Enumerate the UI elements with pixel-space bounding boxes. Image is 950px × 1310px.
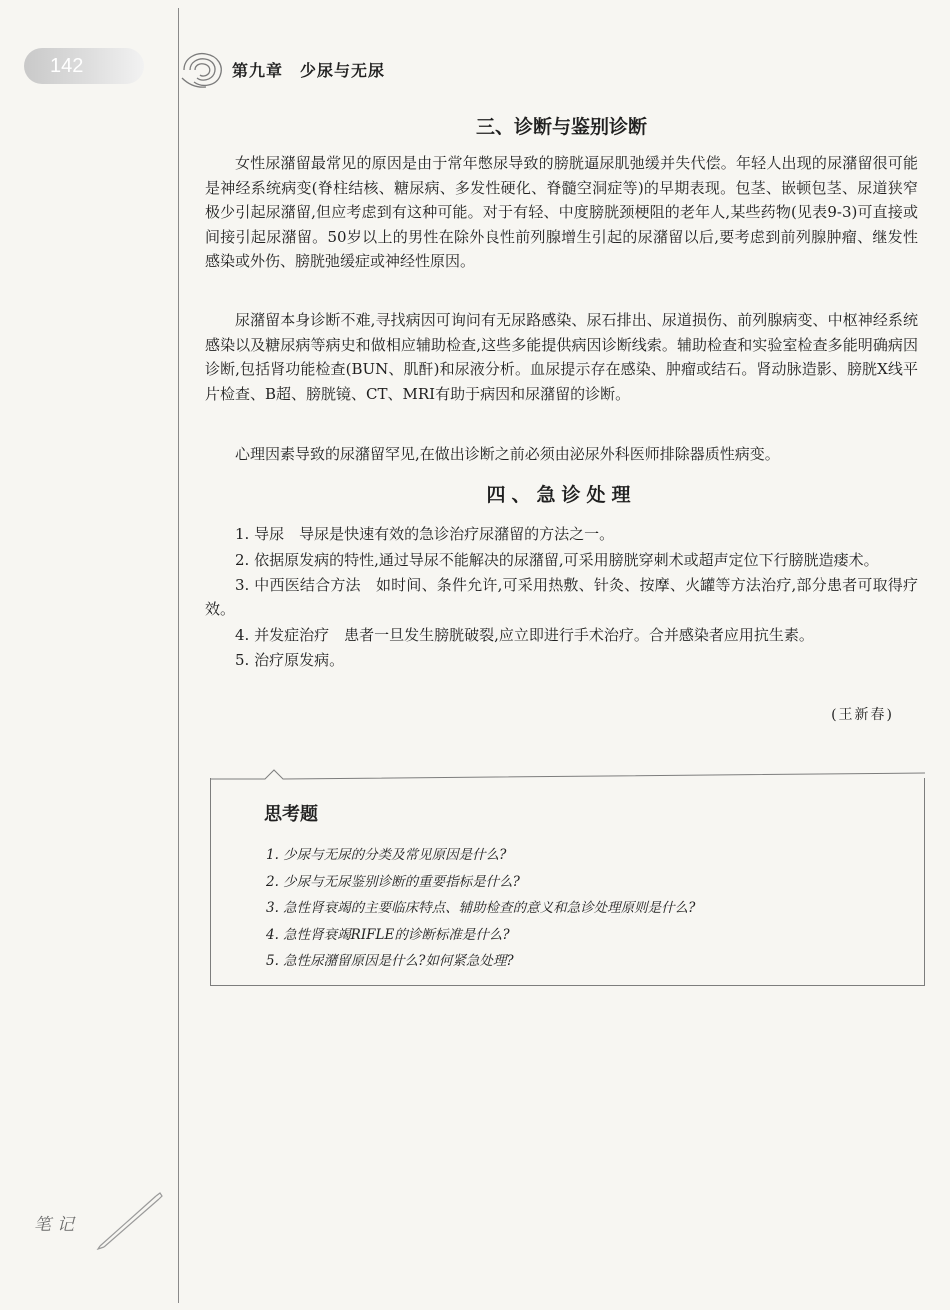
swirl-icon: [180, 48, 226, 92]
question-item-4: 4. 急性肾衰竭RIFLE的诊断标准是什么?: [266, 926, 510, 943]
emergency-item-1: 1. 导尿 导尿是快速有效的急诊治疗尿潴留的方法之一。: [235, 525, 615, 543]
chapter-title: 第九章 少尿与无尿: [232, 61, 386, 80]
question-item-1: 1. 少尿与无尿的分类及常见原因是什么?: [266, 847, 507, 863]
question-item-2: 2. 少尿与无尿鉴别诊断的重要指标是什么?: [266, 873, 520, 890]
notes-label: 笔记: [34, 1215, 80, 1235]
diagnosis-paragraph-2: 尿潴留本身诊断不难,寻找病因可询问有无尿路感染、尿石排出、尿道损伤、前列腺病变、中枢神经系统感染以及糖尿病等病史和做相应辅助检查,这些多能提供病因诊断线索。辅助检查和实验室检查多能明确病因诊断,包括肾功能检查(BUN、肌酐)和尿液分析。血尿提示存在感染、肿瘤或结石。肾动脉造影、膀胱X线平片检查、B超、膀胱镜、CT、MRI有助于病因和尿潴留的诊断。: [205, 311, 918, 403]
question-list: [266, 842, 906, 975]
emergency-list: [205, 522, 918, 674]
section-title-emergency: 四、急诊处理: [486, 484, 637, 506]
emergency-item-3: 3. 中西医结合方法 如时间、条件允许,可采用热敷、针灸、按摩、火罐等方法治疗,部分患者可取得疗效。: [205, 576, 918, 618]
section-title-diagnosis: 三、诊断与鉴别诊断: [475, 116, 647, 138]
margin-rule: [178, 8, 179, 1303]
author-credit: (王新春): [831, 707, 894, 723]
question-item-5: 5. 急性尿潴留原因是什么?如何紧急处理?: [266, 953, 514, 969]
emergency-item-2: 2. 依据原发病的特性,通过导尿不能解决的尿潴留,可采用膀胱穿刺术或超声定位下行膀胱造瘘术。: [235, 550, 879, 569]
page-number: 142: [24, 48, 144, 84]
pen-icon: [96, 1190, 166, 1250]
diagnosis-paragraph-1: 女性尿潴留最常见的原因是由于常年憋尿导致的膀胱逼尿肌弛缓并失代偿。年轻人出现的尿潴留很可能是神经系统病变(脊柱结核、糖尿病、多发性硬化、脊髓空洞症等)的早期表现。包茎、嵌顿包茎、尿道狭窄极少引起尿潴留,但应考虑到有这种可能。对于有轻、中度膀胱颈梗阻的老年人,某些药物(见表9-3)可直接或间接引起尿潴留。50岁以上的男性在除外良性前列腺增生引起的尿潴留以后,要考虑到前列腺肿瘤、继发性感染或外伤、膀胱弛缓症或神经性原因。: [205, 154, 918, 270]
question-item-3: 3. 急性肾衰竭的主要临床特点、辅助检查的意义和急诊处理原则是什么?: [266, 900, 696, 916]
diagnosis-paragraph-3: 心理因素导致的尿潴留罕见,在做出诊断之前必须由泌尿外科医师排除器质性病变。: [235, 445, 780, 463]
emergency-item-4: 4. 并发症治疗 患者一旦发生膀胱破裂,应立即进行手术治疗。合并感染者应用抗生素。: [235, 625, 814, 644]
question-box-title: 思考题: [264, 804, 318, 825]
emergency-item-5: 5. 治疗原发病。: [235, 651, 345, 669]
